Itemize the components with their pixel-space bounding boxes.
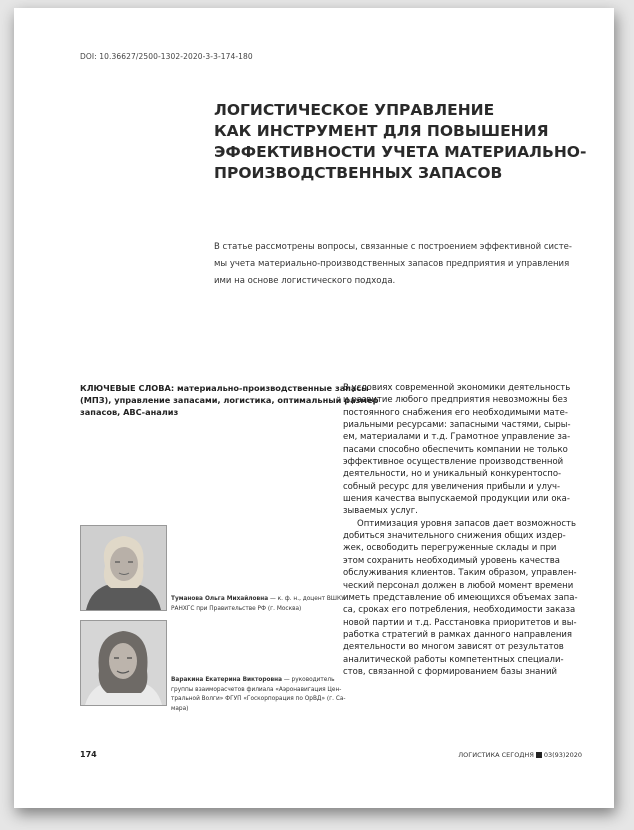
journal-name: ЛОГИСТИКА СЕГОДНЯ — [458, 751, 534, 759]
author-affiliation: — руководитель — [283, 677, 335, 683]
author-info-1 — [171, 595, 345, 614]
author-name: Туманова Ольга Михайловна — [171, 596, 269, 602]
author-affiliation: — к. ф. н., доцент ВШКУ — [269, 596, 345, 602]
body-line: работка стратегий в рамках данного направления — [343, 629, 573, 640]
body-line: зываемых услуг. — [343, 506, 418, 517]
keywords-line: (МПЗ), управление запасами, логистика, оптимальный размер — [80, 395, 379, 405]
keywords-block — [80, 382, 379, 418]
body-line: аналитической работы компетентных специали- — [343, 654, 564, 665]
body-line: пасами способно обеспечить компании не только — [343, 444, 568, 455]
body-line: риальными ресурсами: запасными частями, сыры- — [343, 420, 571, 431]
author-line — [171, 595, 345, 605]
article-title — [214, 100, 594, 184]
body-line: постоянного снабжения его необходимыми мате- — [343, 407, 568, 418]
title-line: ПРОИЗВОДСТВЕННЫХ ЗАПАСОВ — [214, 164, 503, 182]
abstract-line: мы учета материально-производственных запасов предприятия и управления — [214, 259, 570, 269]
author-affiliation: тральной Волги» ФГУП «Госкорпорация по ОрВД» (г. Са- — [171, 696, 346, 702]
body-line: стов, связанной с формированием базы знаний — [343, 666, 557, 677]
article-body — [343, 382, 593, 678]
body-line: ческий персонал должен в любой момент времени — [343, 580, 574, 591]
body-line: эффективное осуществление производственной — [343, 457, 564, 468]
author-affiliation: РАНХГС при Правительстве РФ (г. Москва) — [171, 605, 302, 612]
body-line: обслуживания клиентов. Таким образом, управлен- — [343, 568, 577, 579]
title-line: КАК ИНСТРУМЕНТ ДЛЯ ПОВЫШЕНИЯ — [214, 122, 549, 140]
portrait-image — [81, 526, 166, 610]
keywords-line: запасов, АВС-анализ — [80, 407, 179, 417]
journal-page — [14, 8, 614, 808]
author-affiliation: мара) — [171, 705, 189, 712]
portrait-image — [81, 621, 166, 705]
body-line: жек, освободить перегруженные склады и при — [343, 543, 557, 554]
body-line: Оптимизация уровня запасов дает возможность — [357, 518, 576, 529]
body-line: са, сроках его потребления, необходимости заказа — [343, 605, 576, 616]
author-info-2 — [171, 676, 346, 714]
body-line: иметь представление об имеющихся объемах запа- — [343, 592, 578, 603]
keywords-line: КЛЮЧЕВЫЕ СЛОВА: материально-производственные запасы — [80, 383, 369, 393]
author-photo-varakina — [80, 620, 167, 706]
body-line: и развитие любого предприятия невозможны без — [343, 395, 568, 406]
title-line: ЛОГИСТИЧЕСКОЕ УПРАВЛЕНИЕ — [214, 101, 495, 119]
author-line — [171, 676, 341, 686]
article-abstract — [214, 239, 590, 290]
body-line: ем, материалами и т.д. Грамотное управление за- — [343, 432, 571, 443]
abstract-line: В статье рассмотрены вопросы, связанные с построением эффективной систе- — [214, 242, 572, 252]
body-line: собный ресурс для увеличения прибыли и улуч- — [343, 481, 561, 492]
square-separator-icon — [536, 752, 542, 758]
body-line: шения качества выпускаемой продукции или ока- — [343, 494, 570, 505]
body-line: добиться значительного снижения общих издер- — [343, 531, 566, 542]
body-line: деятельности во многом зависят от результатов — [343, 642, 564, 653]
journal-footer — [458, 751, 582, 759]
author-affiliation: группы взаиморасчетов филиала «Аэронавигация Цен- — [171, 686, 342, 693]
body-line: новой партии и т.д. Расстановка приоритетов и вы- — [343, 617, 577, 628]
body-line: деятельности, но и уникальный конкурентоспо- — [343, 469, 562, 480]
abstract-line: ими на основе логистического подхода. — [214, 276, 396, 286]
page-number: 174 — [80, 750, 97, 759]
author-photo-tumanova — [80, 525, 167, 611]
doi-label: DOI: 10.36627/2500-1302-2020-3-3-174-180 — [80, 52, 253, 61]
journal-issue: 03(93)2020 — [543, 751, 582, 759]
body-line: В условиях современной экономики деятельность — [343, 383, 571, 393]
author-name: Варакина Екатерина Викторовна — [171, 677, 283, 683]
body-line: этом сохранить необходимый уровень качества — [343, 555, 560, 566]
title-line: ЭФФЕКТИВНОСТИ УЧЕТА МАТЕРИАЛЬНО- — [214, 143, 587, 161]
